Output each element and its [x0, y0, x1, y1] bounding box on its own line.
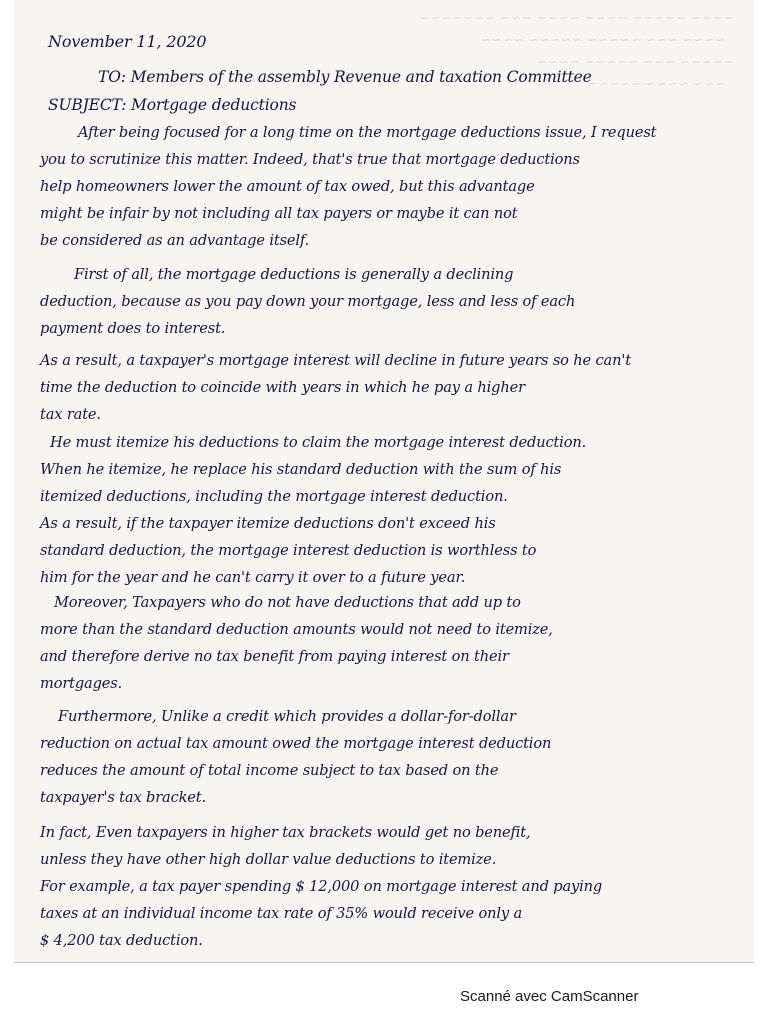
- paper-sheet: [14, 0, 754, 963]
- letter-line: First of all, the mortgage deductions is generally a declining: [74, 266, 514, 283]
- letter-line: time the deduction to coincide with years in which he pay a higher: [40, 379, 525, 396]
- letter-line: For example, a tax payer spending $ 12,000 on mortgage interest and paying: [40, 878, 603, 895]
- letter-line: itemized deductions, including the mortgage interest deduction.: [40, 488, 508, 505]
- letter-line: He must itemize his deductions to claim the mortgage interest deduction.: [50, 434, 587, 451]
- letter-line: As a result, a taxpayer's mortgage interest will decline in future years so he can't: [40, 352, 631, 369]
- show-through-ink: ~~~~ ~~~~~ ~~~~ ~~~~ ~~~ ~~~~~~~ ~~~~ ~~~ ~~~~~ ~~~~~ ~~~~ ~~~~~ ~~~ ~~~~~ ~~~~ ~~~ ~~~~ ~~~~~: [419, 11, 734, 92]
- letter-line: Furthermore, Unlike a credit which provides a dollar-for-dollar: [58, 708, 516, 725]
- letter-line: taxes at an individual income tax rate of 35% would receive only a: [40, 905, 523, 922]
- letter-line: him for the year and he can't carry it over to a future year.: [40, 569, 466, 586]
- letter-date: November 11, 2020: [48, 32, 207, 51]
- letter-line: standard deduction, the mortgage interest deduction is worthless to: [40, 542, 537, 559]
- letter-line: When he itemize, he replace his standard deduction with the sum of his: [40, 461, 562, 478]
- letter-line: more than the standard deduction amounts would not need to itemize,: [40, 621, 553, 638]
- letter-line: deduction, because as you pay down your mortgage, less and less of each: [40, 293, 576, 310]
- letter-line: you to scrutinize this matter. Indeed, that's true that mortgage deductions: [40, 151, 580, 168]
- letter-line: reduces the amount of total income subject to tax based on the: [40, 762, 499, 779]
- letter-recipient: TO: Members of the assembly Revenue and taxation Committee: [98, 68, 592, 86]
- letter-subject: SUBJECT: Mortgage deductions: [48, 96, 297, 114]
- letter-line: mortgages.: [40, 675, 123, 692]
- letter-line: $ 4,200 tax deduction.: [40, 932, 203, 949]
- letter-line: After being focused for a long time on the mortgage deductions issue, I request: [78, 124, 657, 141]
- letter-line: reduction on actual tax amount owed the mortgage interest deduction: [40, 735, 552, 752]
- letter-line: might be infair by not including all tax payers or maybe it can not: [40, 205, 518, 222]
- letter-line: tax rate.: [40, 406, 101, 423]
- letter-line: and therefore derive no tax benefit from paying interest on their: [40, 648, 509, 665]
- letter-line: unless they have other high dollar value deductions to itemize.: [40, 851, 497, 868]
- letter-line: be considered as an advantage itself.: [40, 232, 310, 249]
- letter-line: help homeowners lower the amount of tax owed, but this advantage: [40, 178, 535, 195]
- letter-line: In fact, Even taxpayers in higher tax brackets would get no benefit,: [40, 824, 531, 841]
- letter-line: As a result, if the taxpayer itemize deductions don't exceed his: [40, 515, 496, 532]
- letter-line: payment does to interest.: [40, 320, 226, 337]
- camscanner-footer: Scanné avec CamScanner: [460, 988, 639, 1005]
- letter-line: Moreover, Taxpayers who do not have deductions that add up to: [54, 594, 521, 611]
- letter-line: taxpayer's tax bracket.: [40, 789, 206, 806]
